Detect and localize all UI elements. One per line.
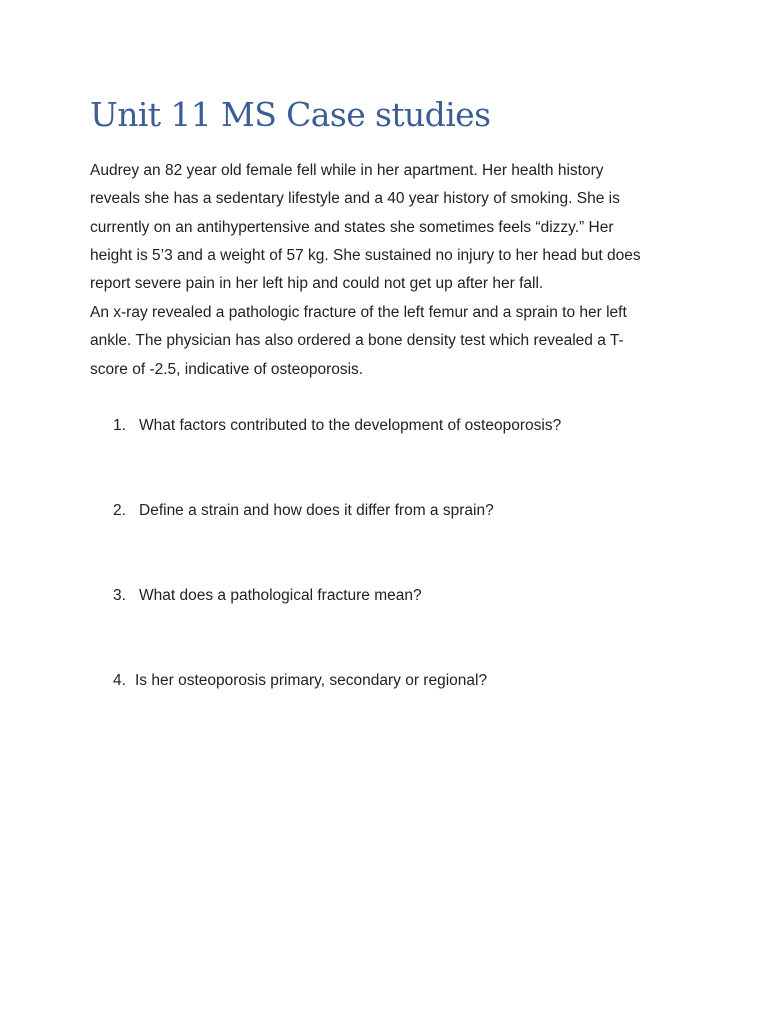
case-paragraph-audrey-history [90, 157, 690, 298]
question-number: 2. [113, 502, 126, 519]
paragraph-line: An x-ray revealed a pathologic fracture of the left femur and a sprain to her left [90, 304, 627, 321]
paragraph-line: ankle. The physician has also ordered a bone density test which revealed a T- [90, 332, 624, 350]
question-number: 4. [113, 672, 126, 689]
question-text: Is her osteoporosis primary, secondary or regional? [135, 672, 488, 689]
paragraph-line: height is 5’3 and a weight of 57 kg. She sustained no injury to her head but does [90, 246, 641, 264]
paragraph-line: Audrey an 82 year old female fell while in her apartment. Her health history [90, 162, 604, 179]
paragraph-line: report severe pain in her left hip and could not get up after her fall. [90, 275, 544, 293]
paragraph-line: reveals she has a sedentary lifestyle and a 40 year history of smoking. She is [90, 190, 620, 208]
question-number: 3. [113, 587, 126, 604]
paragraph-line: score of -2.5, indicative of osteoporosis. [90, 360, 364, 378]
question-text: What does a pathological fracture mean? [139, 587, 422, 604]
paragraph-line: currently on an antihypertensive and states she sometimes feels “dizzy.” Her [90, 218, 614, 236]
question-text: What factors contributed to the development of osteoporosis? [139, 417, 562, 434]
case-paragraph-xray-findings [90, 299, 690, 384]
question-text: Define a strain and how does it differ from a sprain? [139, 502, 494, 519]
question-number: 1. [113, 417, 126, 434]
document-title: Unit 11 MS Case studies [90, 95, 491, 134]
